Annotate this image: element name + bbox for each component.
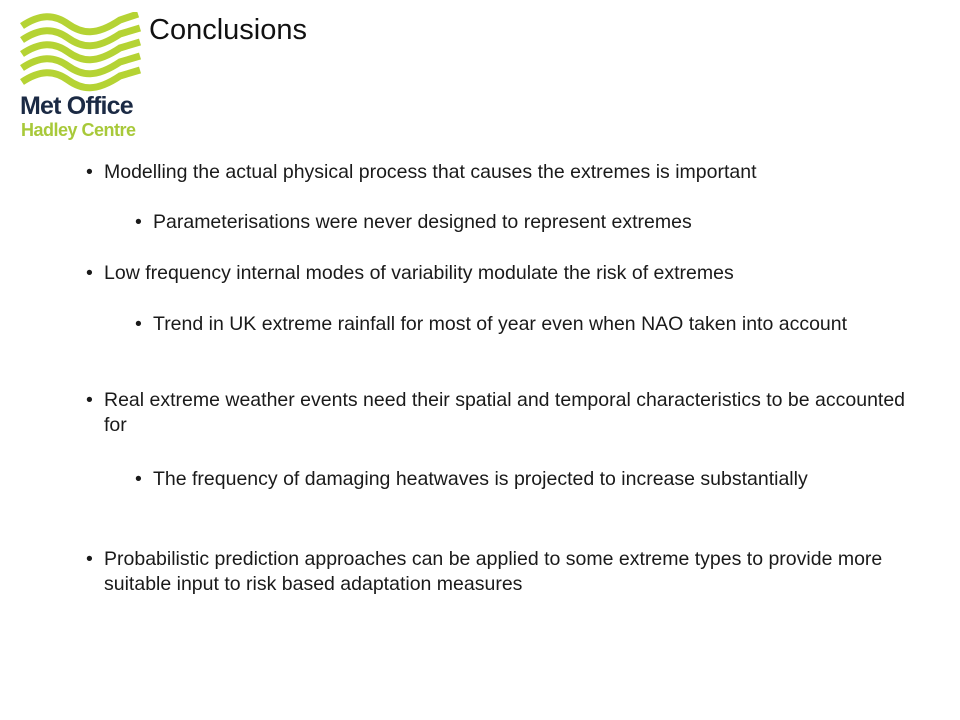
bullet-text: Real extreme weather events need their spatial and temporal characteristics to be accounted for [104,389,906,436]
bullet-text: Low frequency internal modes of variability modulate the risk of extremes [104,262,734,284]
sub-bullet-item [135,312,873,337]
slide-title: Conclusions [149,14,307,46]
bullet-dot: • [135,211,142,233]
bullet-dot: • [86,262,93,284]
sub-bullet-item [135,467,873,492]
bullet-dot: • [86,389,93,411]
logo-name: Met Office [20,92,133,120]
bullet-text: The frequency of damaging heatwaves is projected to increase substantially [153,468,808,490]
bullet-text: Parameterisations were never designed to represent extremes [153,211,692,233]
bullet-dot: • [135,468,142,490]
bullet-item [86,547,924,597]
bullet-dot: • [86,161,93,183]
wave-logo-icon [20,12,160,92]
bullet-item [86,388,924,438]
bullet-text: Modelling the actual physical process that causes the extremes is important [104,161,757,183]
bullet-text: Probabilistic prediction approaches can be applied to some extreme types to provide more suitable input to risk based adaptation measures [104,548,883,595]
bullet-item [86,261,924,286]
sub-bullet-item [135,210,873,235]
bullet-text: Trend in UK extreme rainfall for most of year even when NAO taken into account [153,313,848,335]
bullet-item [86,160,924,185]
bullet-dot: • [135,313,142,335]
met-office-logo [20,12,160,142]
bullet-dot: • [86,548,93,570]
logo-subtitle: Hadley Centre [21,120,136,140]
